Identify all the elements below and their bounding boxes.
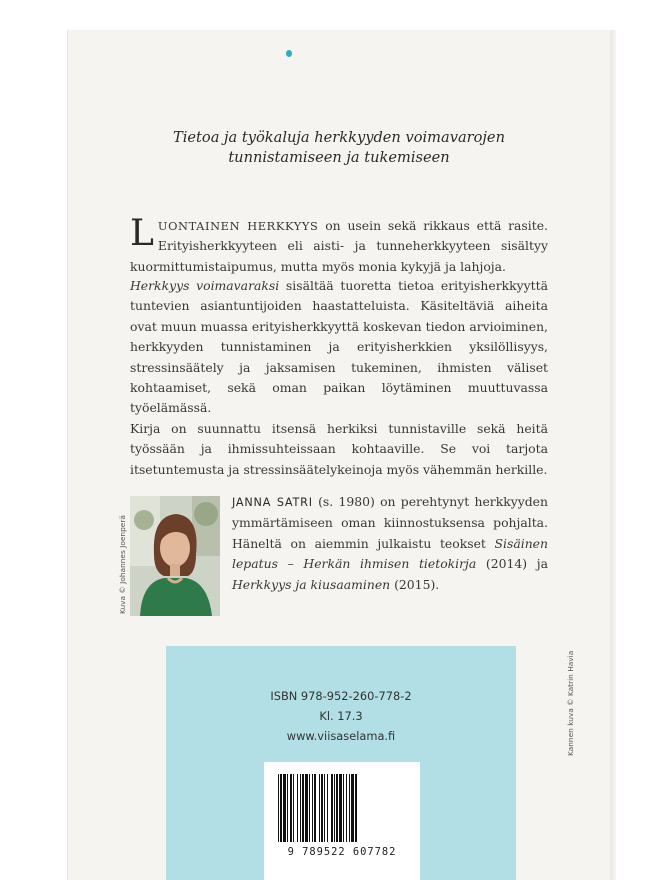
- isbn: ISBN 978-952-260-778-2: [270, 689, 412, 703]
- photo-credit: [118, 496, 128, 616]
- library-class: Kl. 17.3: [319, 709, 363, 723]
- author-bio-2: (2014) ja: [476, 556, 549, 572]
- book-back-cover: [68, 30, 610, 880]
- intro-text: on usein sekä rikkaus että rasite. Erityisherkkyyteen eli aisti- ja tunneherkkyyteen sisältyy kuormittumistaipumus, mutta myös monia kykyjä ja lahjoja.: [130, 218, 548, 274]
- author-photo: [130, 496, 220, 616]
- tagline: [108, 128, 570, 168]
- drop-cap: L: [130, 213, 154, 254]
- barcode-icon: [276, 774, 408, 844]
- tagline-line-1: Tietoa ja työkaluja herkkyyden voimavarojen: [173, 129, 505, 146]
- book-title: Herkkyys voimavaraksi: [130, 278, 280, 293]
- audience-paragraph: [130, 419, 548, 480]
- description-text: sisältää tuoretta tietoa erityisherkkyyttä tuntevien asiantuntijoiden haastatteluista. Käsiteltäviä aiheita ovat muun muassa erityisherkkyyttä koskevan tiedon arvioiminen, herkkyyden tunnistaminen ja erityisherkkien yksilöllisyys, stressinsäätely ja jaksamisen tukeminen, ihmisten väliset kohtaamiset, sekä oman paikan löytäminen muuttuvassa työelämässä.: [130, 278, 548, 416]
- author-work-1: Sisäinen lepatus – Herkän ihmisen tietokirja: [232, 535, 548, 572]
- author-work-2: Herkkyys ja kiusaaminen: [232, 576, 391, 592]
- author-bio-1: (s. 1980) on perehtynyt herkkyyden ymmärtämiseen oman kiinnostuksensa pohjalta. Häneltä on aiemmin julkaistu teokset: [232, 494, 548, 551]
- intro-paragraph: [130, 213, 548, 277]
- website-link[interactable]: www.viisaselama.fi: [286, 729, 396, 743]
- cover-credit: [566, 638, 576, 758]
- cover-credit-text: Kannen kuva © Katrin Havia: [566, 650, 575, 756]
- barcode-number: 9 789522 607782: [287, 846, 397, 858]
- author-bio-3: (2015).: [390, 576, 440, 592]
- tagline-line-2: tunnistamiseen ja tukemiseen: [228, 149, 450, 166]
- author-bio: [232, 492, 548, 595]
- description-paragraph: [130, 276, 548, 419]
- audience-text: Kirja on suunnattu itsensä herkiksi tunnistaville sekä heitä työssään ja ihmissuhteissaan kohtaaville. Se voi tarjota itsetuntemusta ja stressinsäätelykeinoja myös vähemmän herkille.: [130, 421, 548, 477]
- isbn-block: [166, 686, 516, 746]
- intro-smallcaps: UONTAINEN HERKKYYS: [157, 219, 319, 233]
- author-name: JANNA SATRI: [232, 496, 313, 509]
- barcode-box: [264, 762, 420, 880]
- info-box: [166, 646, 516, 880]
- photo-credit-text: Kuva © Johannes Joenperä: [118, 515, 127, 614]
- author-portrait-image: [130, 496, 220, 616]
- accent-dot: [286, 50, 292, 57]
